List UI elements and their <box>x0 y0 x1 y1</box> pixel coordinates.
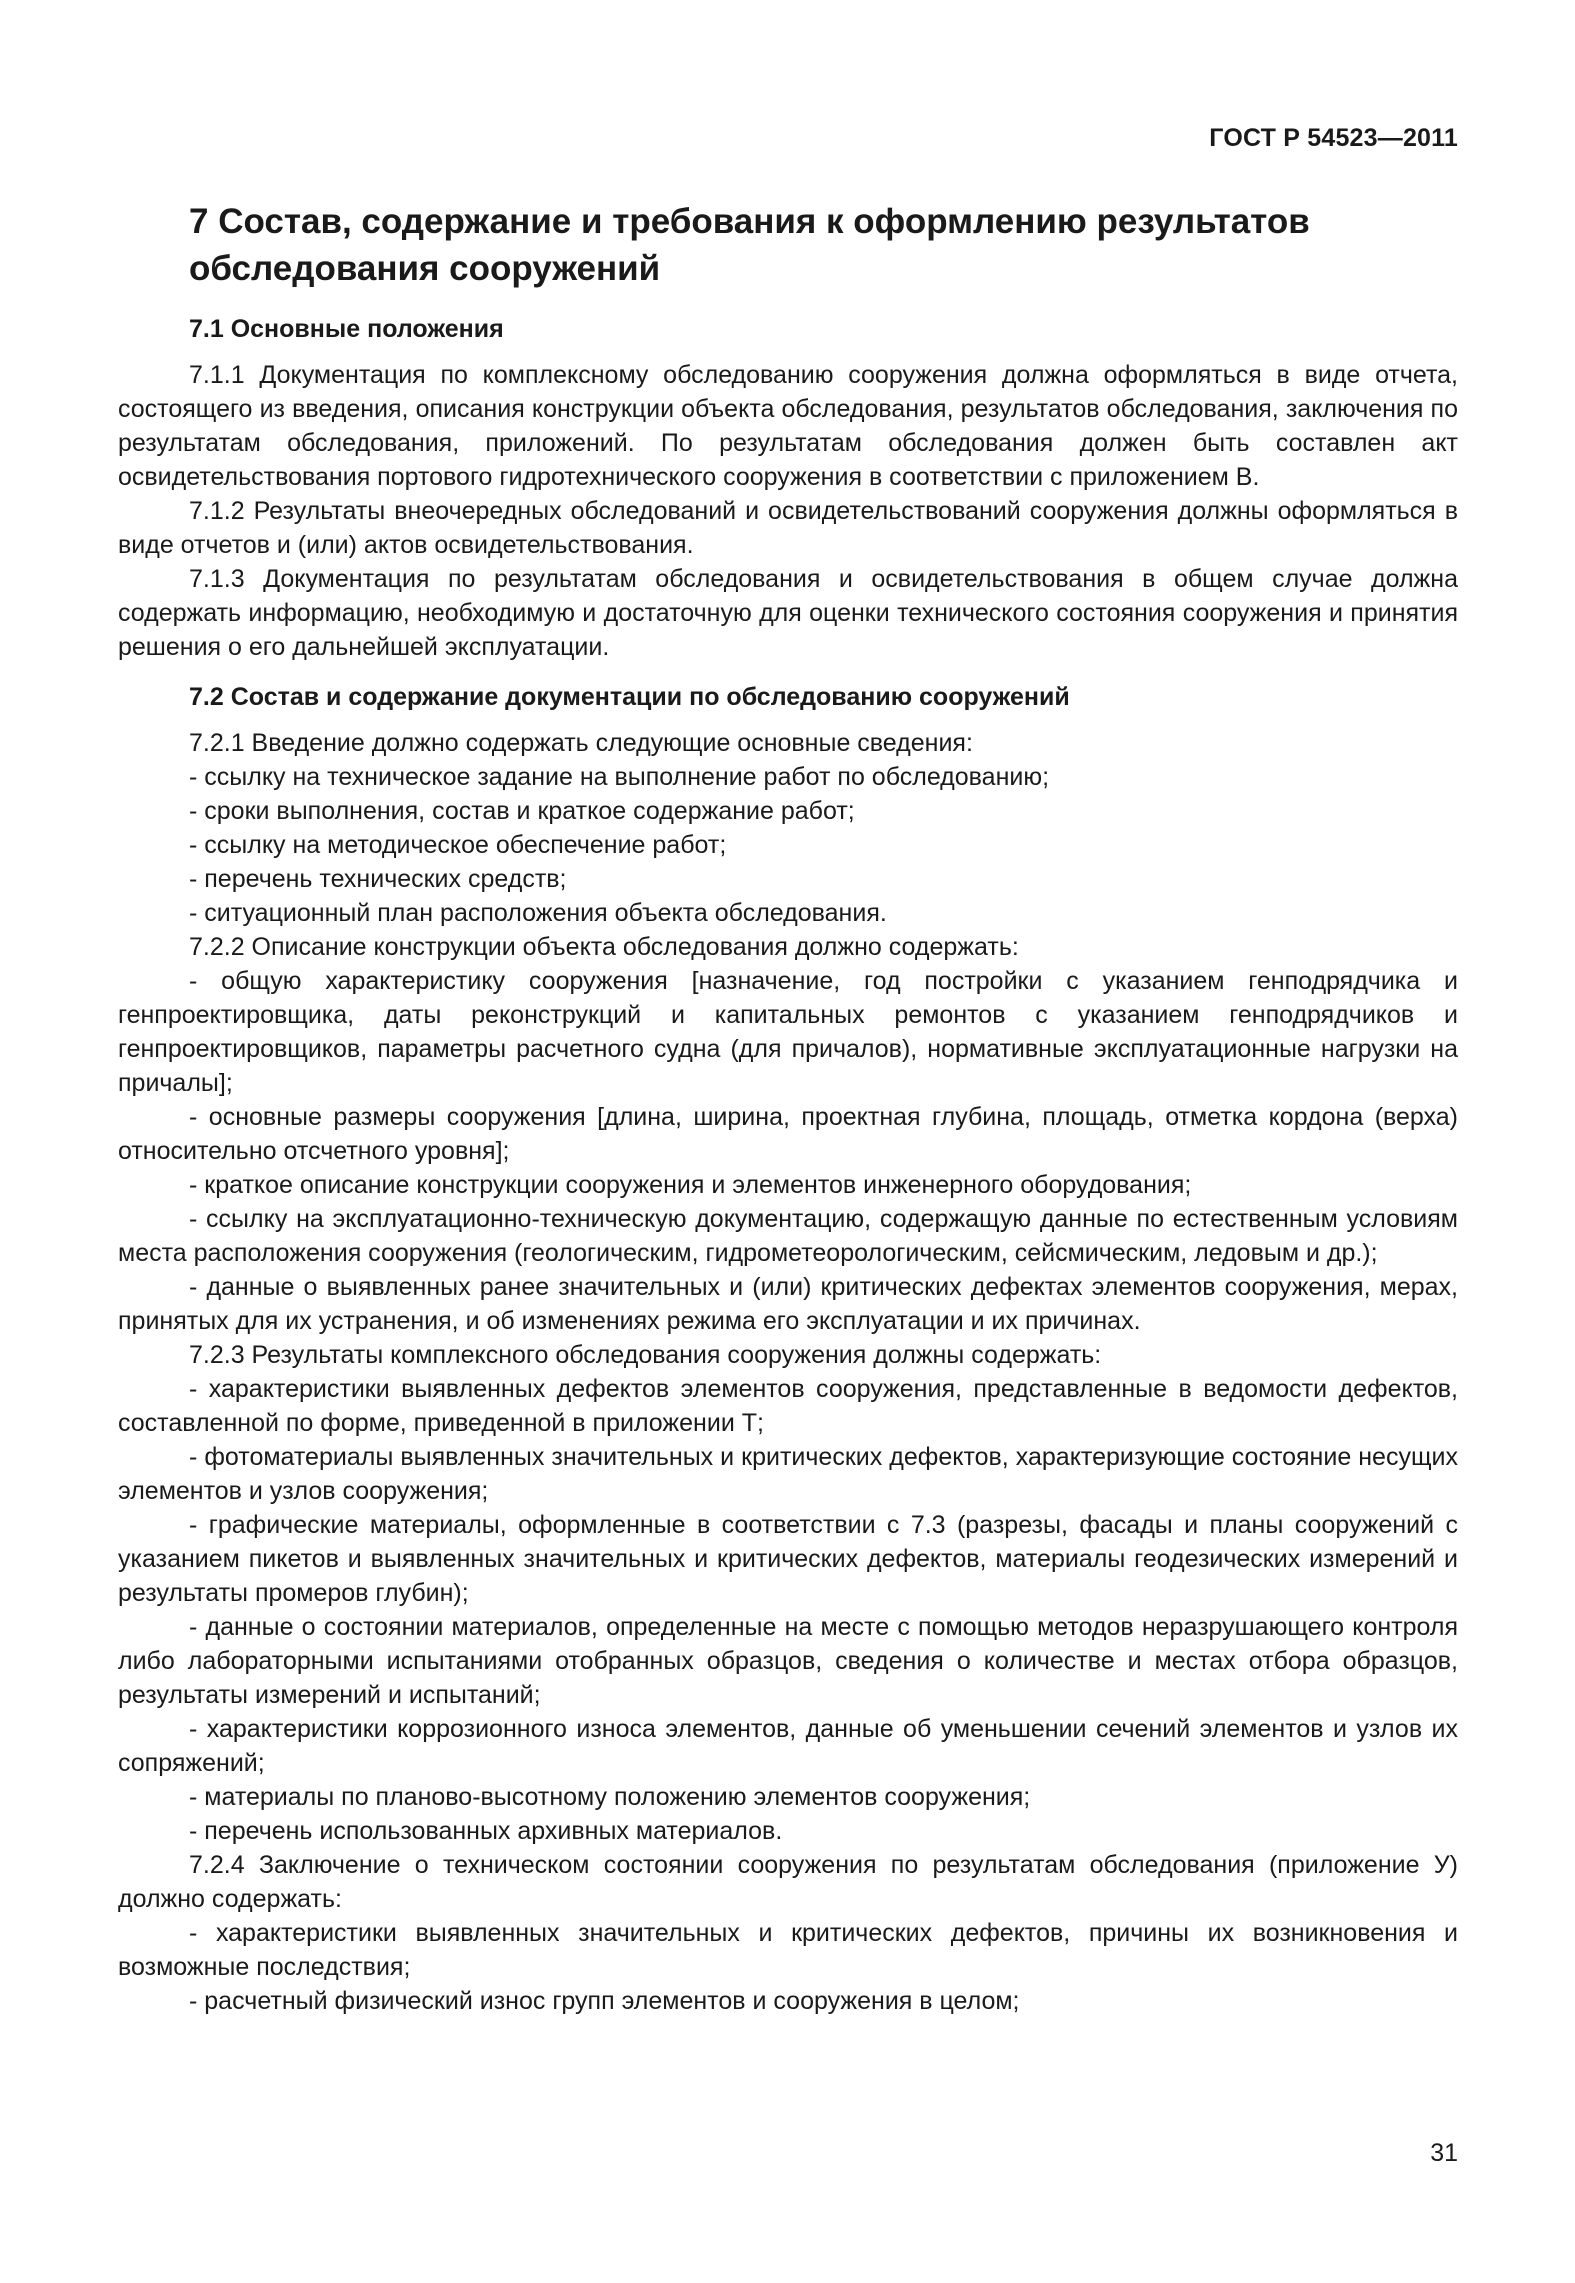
list-item: - ссылку на методическое обеспечение работ; <box>189 831 727 859</box>
list-item: - графические материалы, оформленные в соответствии с 7.3 (разрезы, фасады и планы сооружений с указанием пикетов и выявленных значительных и критических дефектов, материалы геодезических измерений и результаты промеров глубин); <box>118 1511 1458 1607</box>
paragraph: 7.2.2 Описание конструкции объекта обследования должно содержать: <box>189 933 1019 961</box>
section-title <box>189 198 1458 292</box>
paragraph: 7.1.1 Документация по комплексному обследованию сооружения должна оформляться в виде отчета, состоящего из введения, описания конструкции объекта обследования, результатов обследования, заключения по результатам обследования, приложений. По результатам обследования должен быть составлен акт освидетельствования портового гидротехнического сооружения в соответствии с приложением В. <box>118 361 1458 491</box>
subsection-title-7-1: 7.1 Основные положения <box>189 315 504 343</box>
list-item: - ситуационный план расположения объекта обследования. <box>189 899 887 927</box>
list-item: - материалы по планово-высотному положению элементов сооружения; <box>189 1783 1031 1811</box>
list-item: - перечень технических средств; <box>189 865 567 893</box>
list-item: - данные о выявленных ранее значительных и (или) критических дефектах элементов сооружения, мерах, принятых для их устранения, и об изменениях режима его эксплуатации и их причинах. <box>118 1273 1458 1335</box>
section-title-line-2: обследования сооружений <box>189 249 661 288</box>
list-item: - основные размеры сооружения [длина, ширина, проектная глубина, площадь, отметка кордона (верха) относительно отсчетного уровня]; <box>118 1103 1458 1165</box>
section-title-line-1: 7 Состав, содержание и требования к оформлению результатов <box>189 202 1310 241</box>
page-content <box>118 198 1458 2018</box>
list-item: - расчетный физический износ групп элементов и сооружения в целом; <box>189 1987 1020 2015</box>
paragraph: 7.1.2 Результаты внеочередных обследований и освидетельствований сооружения должны оформляться в виде отчетов и (или) актов освидетельствования. <box>118 497 1458 559</box>
list-item: - общую характеристику сооружения [назначение, год постройки с указанием генподрядчика и генпроектировщика, даты реконструкций и капитальных ремонтов с указанием генподрядчиков и генпроектировщиков, параметры расчетного судна (для причалов), нормативные эксплуатационные нагрузки на причалы]; <box>118 967 1458 1097</box>
list-item: - ссылку на эксплуатационно-техническую документацию, содержащую данные по естественным условиям места расположения сооружения (геологическим, гидрометеорологическим, сейсмическим, ледовым и др.); <box>118 1205 1458 1267</box>
list-item: - фотоматериалы выявленных значительных и критических дефектов, характеризующие состояние несущих элементов и узлов сооружения; <box>118 1443 1458 1505</box>
subsection-7-2-body <box>118 726 1458 2018</box>
page-number: 31 <box>1430 2139 1458 2167</box>
list-item: - краткое описание конструкции сооружения и элементов инженерного оборудования; <box>189 1171 1192 1199</box>
list-item: - перечень использованных архивных материалов. <box>189 1817 783 1845</box>
subsection-7-1-body <box>118 358 1458 664</box>
paragraph: 7.2.4 Заключение о техническом состоянии сооружения по результатам обследования (приложение У) должно содержать: <box>118 1851 1458 1913</box>
paragraph: 7.2.1 Введение должно содержать следующие основные сведения: <box>189 729 973 757</box>
document-code-header: ГОСТ Р 54523—2011 <box>1209 124 1458 152</box>
list-item: - характеристики выявленных дефектов элементов сооружения, представленные в ведомости дефектов, составленной по форме, приведенной в приложении Т; <box>118 1375 1458 1437</box>
list-item: - данные о состоянии материалов, определенные на месте с помощью методов неразрушающего контроля либо лабораторными испытаниями отобранных образцов, сведения о количестве и местах отбора образцов, результаты измерений и испытаний; <box>118 1613 1458 1709</box>
paragraph: 7.1.3 Документация по результатам обследования и освидетельствования в общем случае должна содержать информацию, необходимую и достаточную для оценки технического состояния сооружения и принятия решения о его дальнейшей эксплуатации. <box>118 565 1458 661</box>
list-item: - сроки выполнения, состав и краткое содержание работ; <box>189 797 855 825</box>
list-item: - характеристики выявленных значительных и критических дефектов, причины их возникновения и возможные последствия; <box>118 1919 1458 1981</box>
paragraph: 7.2.3 Результаты комплексного обследования сооружения должны содержать: <box>189 1341 1102 1369</box>
subsection-title-7-2: 7.2 Состав и содержание документации по обследованию сооружений <box>189 683 1070 711</box>
list-item: - характеристики коррозионного износа элементов, данные об уменьшении сечений элементов и узлов их сопряжений; <box>118 1715 1458 1777</box>
list-item: - ссылку на техническое задание на выполнение работ по обследованию; <box>189 763 1050 791</box>
